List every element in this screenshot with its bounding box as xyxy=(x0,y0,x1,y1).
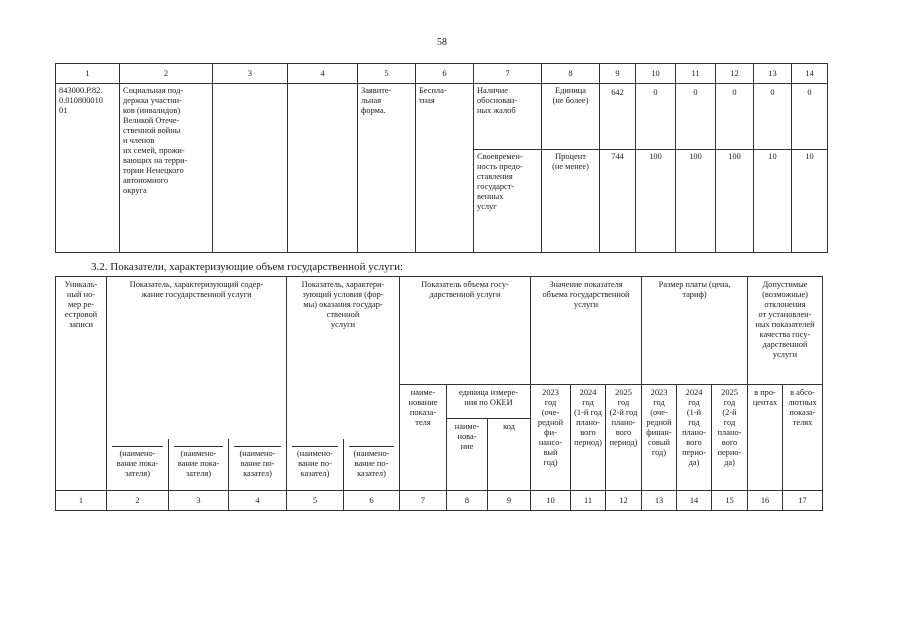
column-number: 13 xyxy=(754,64,792,84)
text-line: вый xyxy=(543,448,558,457)
text-line: Допустимые xyxy=(762,280,808,289)
section-title: 3.2. Показатели, характеризующие объем государственной услуги: xyxy=(91,261,404,273)
unit-name-header xyxy=(447,419,488,491)
column-number: 7 xyxy=(400,491,447,511)
text-line: (1-й год xyxy=(574,408,602,417)
text-line: вание пока- xyxy=(116,458,159,468)
empty-cell xyxy=(288,84,358,253)
text-line: дарственной xyxy=(762,340,808,349)
text-line: центах xyxy=(752,398,778,407)
text-line: плано- xyxy=(611,418,636,427)
text-line: 2024 xyxy=(685,388,703,397)
text-line: год xyxy=(723,398,736,407)
text-line: Заявите- xyxy=(361,86,392,95)
text-line: (оче- xyxy=(650,408,668,417)
unit-cell xyxy=(542,150,600,253)
text-line: вание пока- xyxy=(177,458,220,468)
value-cell: 100 xyxy=(636,150,676,253)
text-line: (возможные) xyxy=(762,290,808,299)
value-cell: 0 xyxy=(792,84,828,150)
text-line: (наимено- xyxy=(239,448,276,458)
text-line: (оче- xyxy=(541,408,560,417)
text-line: плано- xyxy=(682,428,706,437)
value-2024-header xyxy=(571,385,606,491)
text-line: да) xyxy=(688,458,700,467)
text-line: ных жалоб xyxy=(477,106,516,115)
text-line: (2-й год xyxy=(609,408,638,417)
okei-unit-header xyxy=(447,385,531,419)
column-number: 3 xyxy=(169,491,229,511)
text-line: ственной войны xyxy=(123,126,181,135)
text-line: 2025 xyxy=(721,388,738,397)
text-line: год) xyxy=(543,458,558,467)
volume-value-header xyxy=(531,277,642,385)
registry-number-cell xyxy=(56,84,120,253)
text-line: показа- xyxy=(789,408,816,417)
column-number: 6 xyxy=(416,64,474,84)
text-line: редной xyxy=(537,418,564,427)
value-2023-header xyxy=(531,385,571,491)
fee-2023-header xyxy=(642,385,677,491)
column-number: 10 xyxy=(636,64,676,84)
deviation-percent-header xyxy=(748,385,783,491)
text-line: 2025 xyxy=(615,388,632,397)
text-line: ние xyxy=(460,442,474,451)
text-line: льная xyxy=(361,96,382,105)
text-line: финан- xyxy=(646,428,672,437)
text-line: телях xyxy=(792,418,813,427)
text-line: год xyxy=(617,398,630,407)
text-line: нова- xyxy=(457,432,477,441)
fee-2025-header xyxy=(712,385,748,491)
text-line: Показатель объема госу- xyxy=(421,280,509,289)
text-line: год xyxy=(544,398,557,407)
text-line: Размер платы (цена, xyxy=(658,280,731,289)
header-row xyxy=(56,277,823,385)
column-number: 11 xyxy=(676,64,716,84)
column-number: 4 xyxy=(229,491,287,511)
text-line: автономного xyxy=(123,176,169,185)
text-line: Показатель, характери- xyxy=(301,280,385,289)
column-number: 8 xyxy=(542,64,600,84)
text-line: фи- xyxy=(544,428,557,437)
text-line: Единица xyxy=(554,86,587,95)
text-line: обоснован- xyxy=(477,96,518,105)
column-number: 17 xyxy=(783,491,823,511)
column-number: 8 xyxy=(447,491,488,511)
page-number: 58 xyxy=(437,37,447,48)
fee-header xyxy=(642,277,748,385)
fee-2024-header xyxy=(677,385,712,491)
text-line: период) xyxy=(574,438,602,447)
value-2025-header xyxy=(606,385,642,491)
text-line: 01 xyxy=(59,106,68,115)
text-line: вого xyxy=(721,438,738,447)
text-line: вого xyxy=(580,428,596,437)
text-line: лютных xyxy=(788,398,817,407)
header-row xyxy=(56,385,823,419)
indicator-name-cell xyxy=(474,84,542,150)
volume-indicator-header xyxy=(400,277,531,385)
text-line: ставления xyxy=(477,172,513,181)
text-line: тариф) xyxy=(682,290,707,299)
unit-cell xyxy=(542,84,600,150)
text-line: объема государственной xyxy=(542,290,630,299)
column-number: 13 xyxy=(642,491,677,511)
column-number: 3 xyxy=(213,64,288,84)
column-number: 2 xyxy=(120,64,213,84)
text-line: зателя) xyxy=(185,468,211,478)
service-content-cell xyxy=(120,84,213,253)
text-line: казател) xyxy=(357,468,386,478)
text-line: Великой Отече- xyxy=(123,116,180,125)
unit-code-header: код xyxy=(488,419,531,491)
text-line: (2-й xyxy=(722,408,737,417)
indicator-name-label xyxy=(174,446,223,479)
text-line: их семей, прожи- xyxy=(123,146,185,155)
text-line: жание государственной услуги xyxy=(141,290,252,299)
text-line: Значение показателя xyxy=(549,280,623,289)
service-content-header xyxy=(107,277,287,385)
text-line: вание по- xyxy=(298,458,332,468)
column-number: 9 xyxy=(600,64,636,84)
indicator-name-subheader xyxy=(344,439,400,491)
indicator-name-label xyxy=(349,446,394,479)
column-number: 9 xyxy=(488,491,531,511)
text-line: (1-й xyxy=(686,408,702,417)
text-line: ния по ОКЕИ xyxy=(464,398,513,407)
deviation-header xyxy=(748,277,823,385)
text-line: нансо- xyxy=(538,438,563,447)
text-line: государст- xyxy=(477,182,515,191)
text-line: венных xyxy=(477,192,504,201)
text-line: и членов xyxy=(123,136,155,145)
text-line: 2024 xyxy=(579,388,597,397)
text-line: Показатель, характеризующий содер- xyxy=(129,280,264,289)
text-line: держка участни- xyxy=(123,96,182,105)
text-line: Своевремен- xyxy=(477,152,523,161)
indicator-name-subheader xyxy=(169,439,229,491)
text-line: услуги xyxy=(330,320,356,329)
empty-cell xyxy=(107,385,287,419)
text-line: (не менее) xyxy=(552,162,589,171)
column-number: 10 xyxy=(531,491,571,511)
text-line: округа xyxy=(123,186,147,195)
text-line: год xyxy=(723,418,736,427)
empty-cell xyxy=(287,419,400,439)
text-line: ственной xyxy=(326,310,360,319)
text-line: услуг xyxy=(477,202,497,211)
text-line: да) xyxy=(724,458,735,467)
text-line: Беспла- xyxy=(419,86,447,95)
text-line: зателя) xyxy=(124,468,150,478)
column-number-row xyxy=(56,491,823,511)
value-cell: 100 xyxy=(716,150,754,253)
value-cell: 0 xyxy=(636,84,676,150)
text-line: естровой xyxy=(64,310,98,319)
column-number: 1 xyxy=(56,64,120,84)
text-line: ность предо- xyxy=(477,162,523,171)
text-line: вающих на терри- xyxy=(123,156,188,165)
column-number: 6 xyxy=(344,491,400,511)
text-line: в абсо- xyxy=(790,388,815,397)
text-line: дарственной услуги xyxy=(429,290,501,299)
text-line: наиме- xyxy=(410,388,436,397)
text-line: ков (инвалидов) xyxy=(123,106,181,115)
value-cell: 100 xyxy=(676,150,716,253)
deviation-absolute-header xyxy=(783,385,823,491)
service-conditions-header xyxy=(287,277,400,385)
indicator-name-subheader xyxy=(229,439,287,491)
column-number: 5 xyxy=(358,64,416,84)
text-line: вого xyxy=(686,438,702,447)
text-line: Процент xyxy=(555,152,586,161)
column-number: 7 xyxy=(474,64,542,84)
column-number: 16 xyxy=(748,491,783,511)
text-line: форма. xyxy=(361,106,386,115)
empty-cell xyxy=(287,385,400,419)
text-line: год) xyxy=(651,448,667,457)
text-line: перио- xyxy=(717,448,742,457)
volume-name-header xyxy=(400,385,447,491)
text-line: 2023 xyxy=(542,388,559,397)
text-line: мы) оказания государ- xyxy=(303,300,383,309)
column-number-row xyxy=(56,64,828,84)
text-line: качества госу- xyxy=(759,330,811,339)
text-line: вого xyxy=(615,428,632,437)
text-line: показа- xyxy=(409,408,437,417)
text-line: тории Ненецкого xyxy=(123,166,184,175)
text-line: казател) xyxy=(300,468,330,478)
column-number: 14 xyxy=(677,491,712,511)
text-line: редной xyxy=(646,418,672,427)
column-number: 2 xyxy=(107,491,169,511)
quality-indicators-table xyxy=(55,63,828,253)
indicator-name-label xyxy=(292,446,338,479)
text-line: 843000.Р.82. xyxy=(59,86,103,95)
text-line: 0.010800010 xyxy=(59,96,103,105)
text-line: вание по- xyxy=(354,458,389,468)
value-cell: 10 xyxy=(792,150,828,253)
text-line: (наимено- xyxy=(180,448,217,458)
text-line: год xyxy=(688,418,700,427)
indicator-name-subheader xyxy=(287,439,344,491)
text-line: Социальная под- xyxy=(123,86,184,95)
registry-number-header xyxy=(56,277,107,491)
service-cost-cell xyxy=(416,84,474,253)
indicator-name-label xyxy=(234,446,281,479)
text-line: 2023 xyxy=(650,388,668,397)
text-line: Уникаль- xyxy=(64,280,98,289)
text-line: Наличие xyxy=(477,86,508,95)
text-line: планo- xyxy=(576,418,600,427)
okei-code-cell: 642 xyxy=(600,84,636,150)
text-line: год xyxy=(653,398,665,407)
empty-cell xyxy=(213,84,288,253)
text-line: единица измере- xyxy=(459,388,518,397)
text-line: услуги xyxy=(772,350,798,359)
text-line: (наимено- xyxy=(353,448,390,458)
text-line: ный но- xyxy=(66,290,96,299)
column-number: 15 xyxy=(712,491,748,511)
text-line: (наимено- xyxy=(119,448,156,458)
okei-code-cell: 744 xyxy=(600,150,636,253)
text-line: период) xyxy=(609,438,638,447)
text-line: наиме- xyxy=(454,422,480,431)
service-form-cell xyxy=(358,84,416,253)
column-number: 11 xyxy=(571,491,606,511)
volume-indicators-table xyxy=(55,276,823,511)
text-line: в про- xyxy=(754,388,776,397)
text-line: (не более) xyxy=(552,96,589,105)
column-number: 1 xyxy=(56,491,107,511)
text-line: записи xyxy=(68,320,94,329)
indicator-name-label xyxy=(112,446,163,479)
text-line: казател) xyxy=(243,468,272,478)
text-line: вание по- xyxy=(240,458,275,468)
column-number: 12 xyxy=(716,64,754,84)
text-line: совый xyxy=(648,438,670,447)
text-line: зующий условия (фор- xyxy=(302,290,384,299)
indicator-name-subheader xyxy=(107,439,169,491)
text-line: тная xyxy=(419,96,435,105)
text-line: ных показателей xyxy=(755,320,815,329)
text-line: перио- xyxy=(682,448,706,457)
text-line: услуги xyxy=(573,300,599,309)
text-line: плано- xyxy=(717,428,742,437)
text-line: теля xyxy=(415,418,431,427)
text-line: год xyxy=(582,398,594,407)
value-cell: 0 xyxy=(754,84,792,150)
column-number: 14 xyxy=(792,64,828,84)
column-number: 12 xyxy=(606,491,642,511)
text-line: от установлен- xyxy=(758,310,812,319)
value-cell: 0 xyxy=(676,84,716,150)
table-row xyxy=(56,84,828,150)
indicator-name-cell xyxy=(474,150,542,253)
text-line: мер ре- xyxy=(68,300,94,309)
column-number: 5 xyxy=(287,491,344,511)
text-line: (наимено- xyxy=(297,448,333,458)
empty-cell xyxy=(107,419,287,439)
text-line: год xyxy=(688,398,700,407)
column-number: 4 xyxy=(288,64,358,84)
value-cell: 0 xyxy=(716,84,754,150)
text-line: отклонения xyxy=(764,300,806,309)
text-line: нование xyxy=(408,398,438,407)
value-cell: 10 xyxy=(754,150,792,253)
